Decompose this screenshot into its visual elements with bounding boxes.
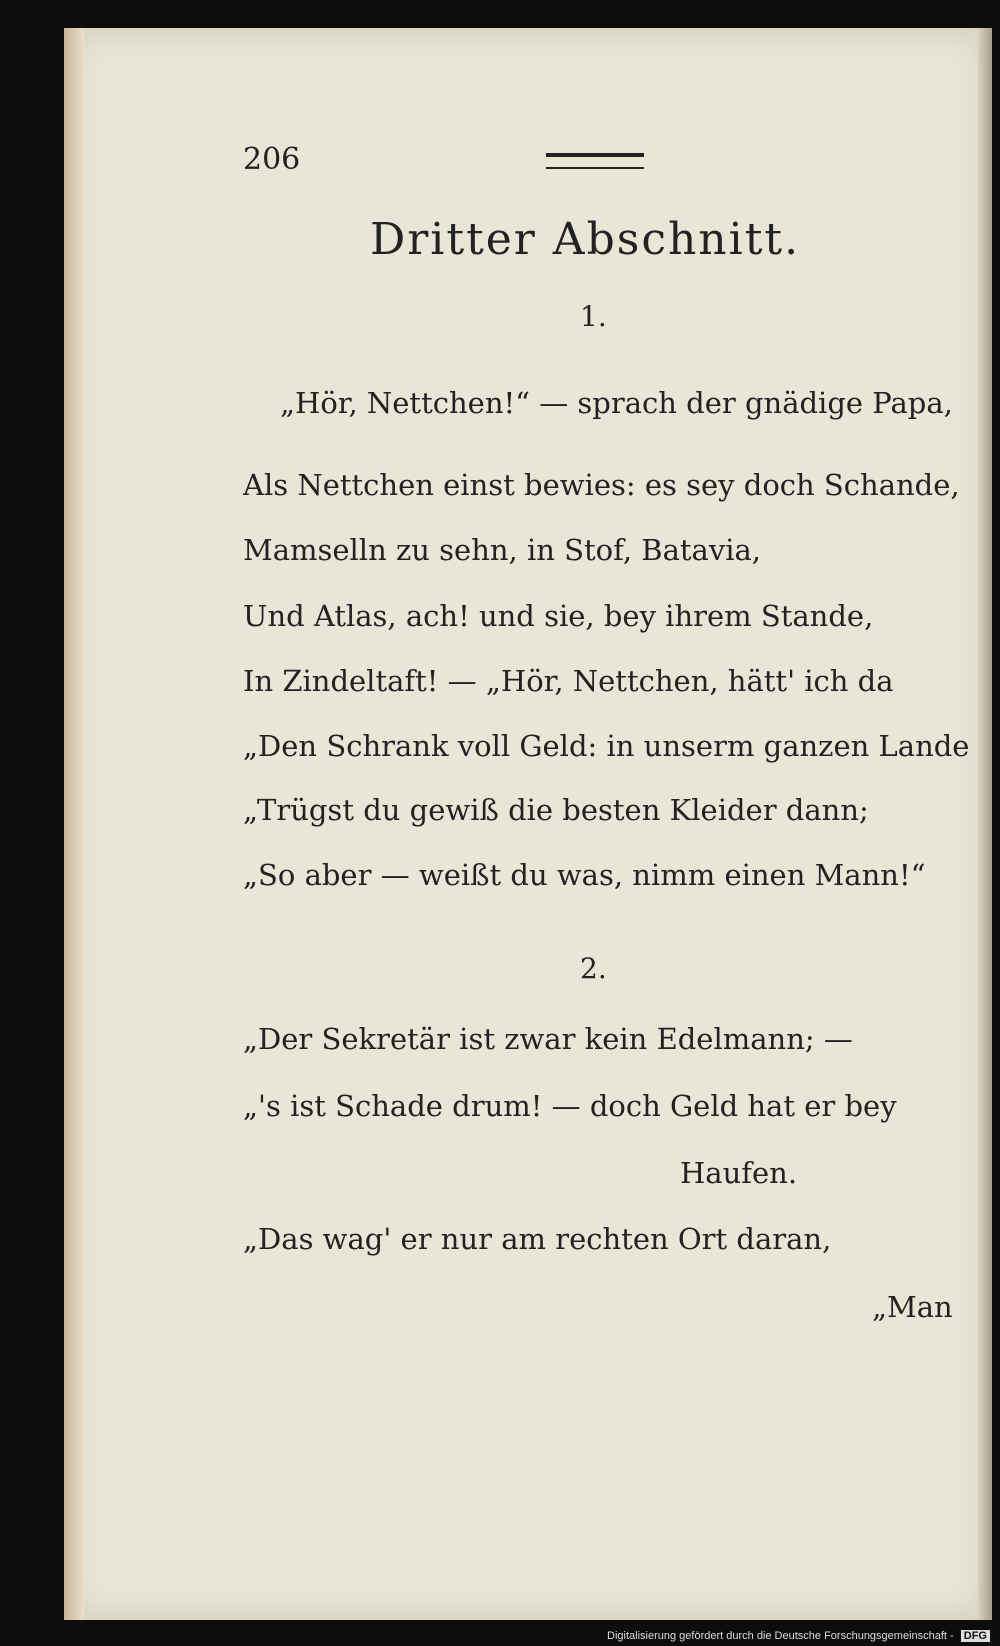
page-gutter <box>64 28 84 1620</box>
verse-line: „Trügst du gewiß die besten Kleider dann; <box>243 793 869 827</box>
verse-line: „'s ist Schade drum! — doch Geld hat er bey <box>243 1089 897 1123</box>
verse-line: Haufen. <box>680 1156 798 1190</box>
verse-line: „Den Schrank voll Geld: in unserm ganzen Lande <box>243 729 970 763</box>
verse-line: „Das wag' er nur am rechten Ort daran, <box>243 1222 832 1256</box>
page-fore-edge <box>978 28 992 1620</box>
verse-line: Und Atlas, ach! und sie, bey ihrem Stande, <box>243 599 874 633</box>
section-number-1: 1. <box>580 300 607 333</box>
digitization-credit <box>607 1630 990 1642</box>
digitization-credit-text: Digitalisierung gefördert durch die Deutsche Forschungsgemeinschaft - <box>607 1630 954 1642</box>
dfg-logo: DFG <box>961 1630 990 1642</box>
verse-line: Mamselln zu sehn, in Stof, Batavia, <box>243 533 761 567</box>
verse-line: „So aber — weißt du was, nimm einen Mann!“ <box>243 858 926 892</box>
verse-line: Als Nettchen einst bewies: es sey doch Schande, <box>243 468 960 502</box>
verse-line: „Der Sekretär ist zwar kein Edelmann; — <box>243 1022 853 1056</box>
verse-line: „Hör, Nettchen!“ — sprach der gnädige Papa, <box>280 386 953 420</box>
chapter-title: Dritter Abschnitt. <box>370 214 801 265</box>
page-number: 206 <box>243 142 301 177</box>
section-number-2: 2. <box>580 952 607 985</box>
catchword: „Man <box>872 1290 953 1324</box>
verse-line: In Zindeltaft! — „Hör, Nettchen, hätt' ich da <box>243 664 894 698</box>
header-rule <box>546 153 644 169</box>
